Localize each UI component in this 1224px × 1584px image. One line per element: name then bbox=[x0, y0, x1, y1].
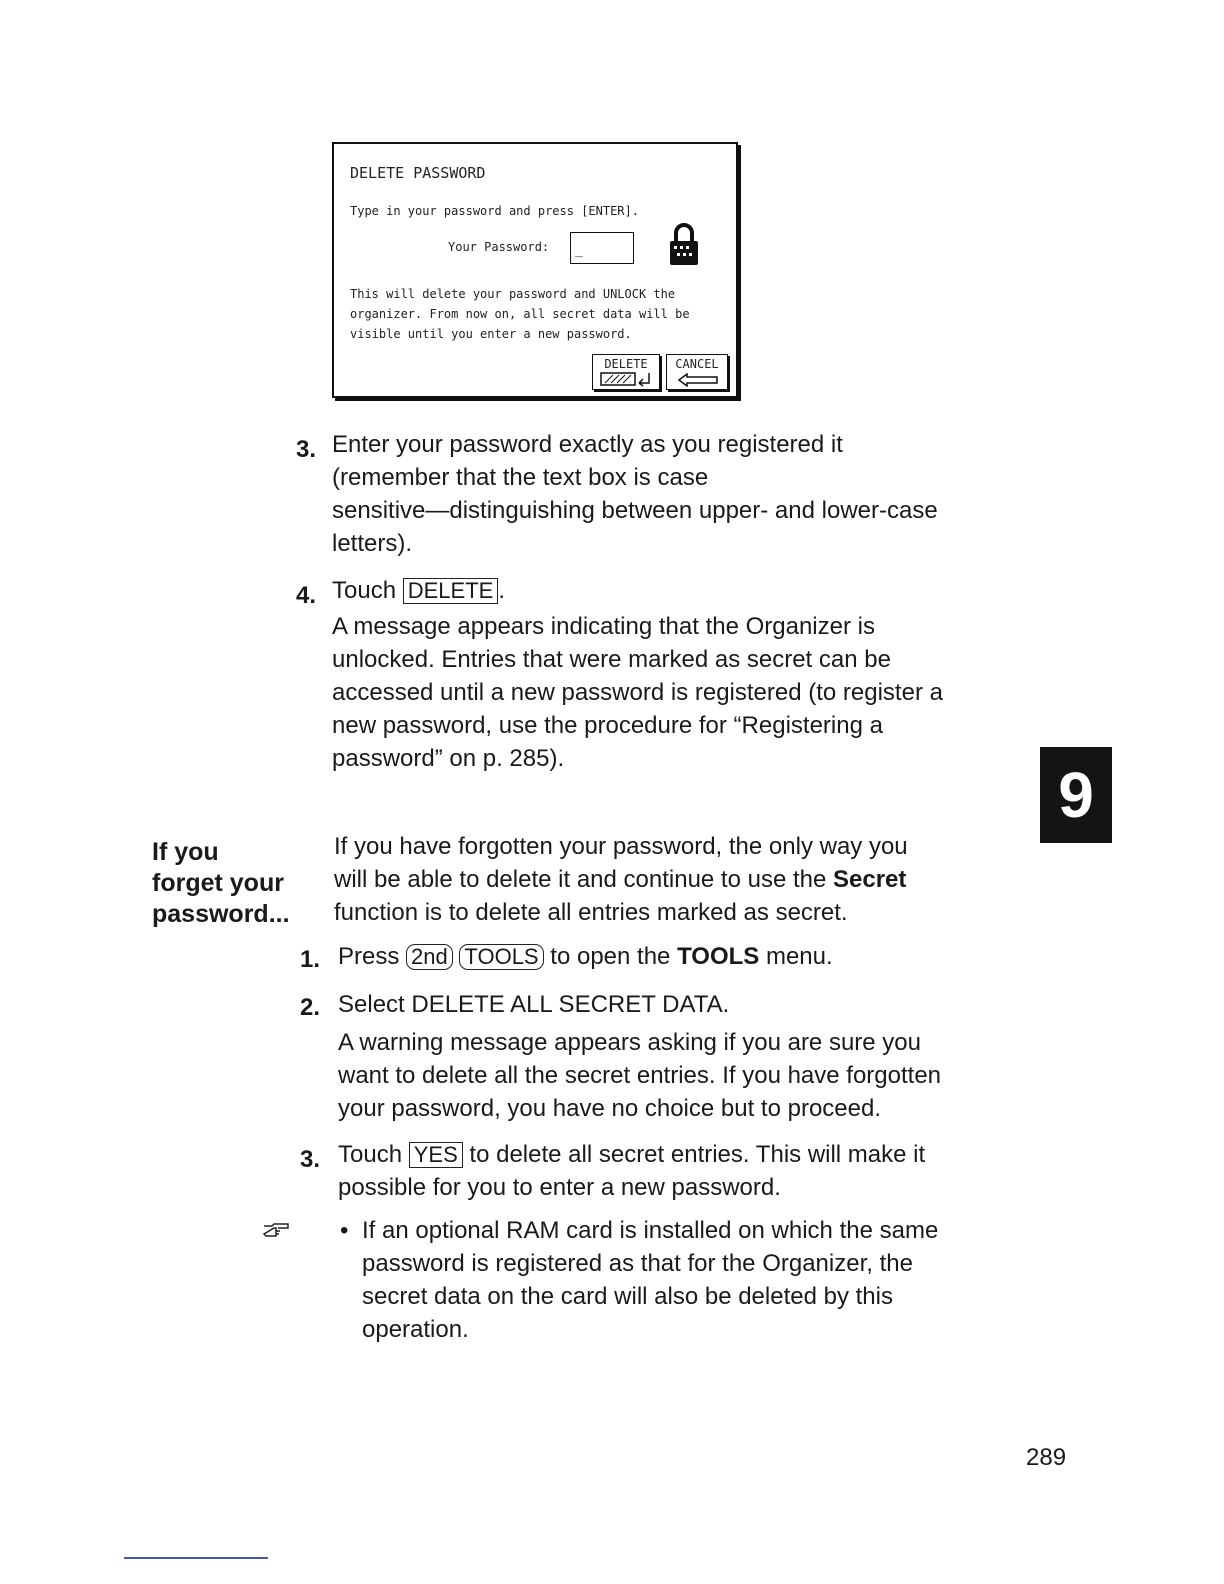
text-line: password” on p. 285). bbox=[332, 745, 565, 772]
step1-prefix: Press bbox=[338, 943, 400, 970]
cancel-button[interactable] bbox=[666, 354, 728, 390]
step4-suffix: . bbox=[498, 577, 505, 604]
yes-key[interactable]: YES bbox=[409, 1142, 463, 1168]
section-intro bbox=[334, 830, 908, 929]
text-line: letters). bbox=[332, 530, 413, 557]
secret-term: Secret bbox=[833, 866, 907, 893]
screen-warning bbox=[350, 284, 690, 344]
text-line: password is registered as that for the Organizer, the bbox=[362, 1250, 913, 1277]
section-heading-line: forget your bbox=[152, 869, 284, 897]
password-cursor: _ bbox=[575, 243, 583, 258]
text-line: (remember that the text box is case bbox=[332, 464, 709, 491]
text-fragment: will be able to delete it and continue to use the bbox=[334, 866, 834, 893]
warning-line: organizer. From now on, all secret data will be bbox=[350, 307, 690, 321]
screen-instruction: Type in your password and press [ENTER]. bbox=[350, 204, 639, 218]
text-line bbox=[334, 863, 908, 896]
step2-detail bbox=[338, 1026, 941, 1125]
warning-line: This will delete your password and UNLOCK the bbox=[350, 287, 676, 301]
delete-key[interactable]: DELETE bbox=[403, 578, 499, 604]
step1-middle: to open the bbox=[550, 943, 678, 970]
text-line: A message appears indicating that the Organizer is bbox=[332, 613, 875, 640]
text-line: Enter your password exactly as you registered it bbox=[332, 431, 843, 458]
step1-suffix: menu. bbox=[759, 943, 833, 970]
text-line: function is to delete all entries marked as secret. bbox=[334, 899, 848, 926]
text-line: new password, use the procedure for “Registering a bbox=[332, 712, 883, 739]
section-heading-line: If you bbox=[152, 838, 219, 866]
step-number: 3. bbox=[296, 436, 317, 463]
delete-button-label: DELETE bbox=[604, 357, 648, 371]
step-number: 3. bbox=[300, 1146, 321, 1173]
note-text bbox=[362, 1214, 938, 1346]
text-line bbox=[338, 1138, 925, 1171]
step3-suffix: to delete all secret entries. This will make it bbox=[469, 1141, 926, 1168]
delete-password-screen bbox=[332, 142, 738, 398]
step3-text bbox=[332, 428, 938, 560]
step3-prefix: Touch bbox=[338, 1141, 403, 1168]
enter-key-icon bbox=[599, 371, 651, 387]
text-line: want to delete all the secret entries. If you have forgotten bbox=[338, 1062, 942, 1089]
text-line: If an optional RAM card is installed on which the same bbox=[362, 1217, 939, 1244]
2nd-key[interactable]: 2nd bbox=[406, 944, 453, 970]
text-line: secret data on the card will also be deleted by this bbox=[362, 1283, 893, 1310]
step4-text bbox=[332, 574, 505, 607]
cancel-button-label: CANCEL bbox=[675, 357, 719, 371]
pointing-hand-icon bbox=[262, 1222, 290, 1238]
note-bullet: • bbox=[340, 1217, 349, 1244]
text-line: your password, you have no choice but to proceed. bbox=[338, 1095, 881, 1122]
step-number: 1. bbox=[300, 946, 321, 973]
step4-detail bbox=[332, 610, 943, 775]
step2-text: Select DELETE ALL SECRET DATA. bbox=[338, 991, 730, 1018]
step-number: 4. bbox=[296, 582, 317, 609]
divider bbox=[124, 1557, 268, 1559]
tools-term: TOOLS bbox=[677, 943, 760, 970]
step1-text bbox=[338, 940, 833, 973]
section-heading-line: password... bbox=[152, 900, 290, 928]
warning-line: visible until you enter a new password. bbox=[350, 327, 632, 341]
password-label: Your Password: bbox=[448, 240, 550, 254]
chapter-tab: 9 bbox=[1040, 747, 1112, 843]
text-line: unlocked. Entries that were marked as secret can be bbox=[332, 646, 891, 673]
screen-title: DELETE PASSWORD bbox=[350, 164, 486, 182]
text-line: A warning message appears asking if you are sure you bbox=[338, 1029, 921, 1056]
text-line: If you have forgotten your password, the only way you bbox=[334, 833, 908, 860]
tools-key[interactable]: TOOLS bbox=[459, 944, 543, 970]
step4-prefix: Touch bbox=[332, 577, 397, 604]
padlock-icon bbox=[668, 220, 700, 266]
page-number: 289 bbox=[1026, 1444, 1067, 1471]
text-line: sensitive—distinguishing between upper- and lower-case bbox=[332, 497, 938, 524]
text-line: operation. bbox=[362, 1316, 469, 1343]
step-number: 2. bbox=[300, 994, 321, 1021]
password-input[interactable] bbox=[570, 232, 634, 264]
delete-button[interactable] bbox=[592, 354, 660, 390]
back-arrow-icon bbox=[677, 373, 719, 387]
step3-text bbox=[338, 1138, 925, 1204]
text-line: possible for you to enter a new password. bbox=[338, 1174, 781, 1201]
text-line: accessed until a new password is registered (to register a bbox=[332, 679, 943, 706]
